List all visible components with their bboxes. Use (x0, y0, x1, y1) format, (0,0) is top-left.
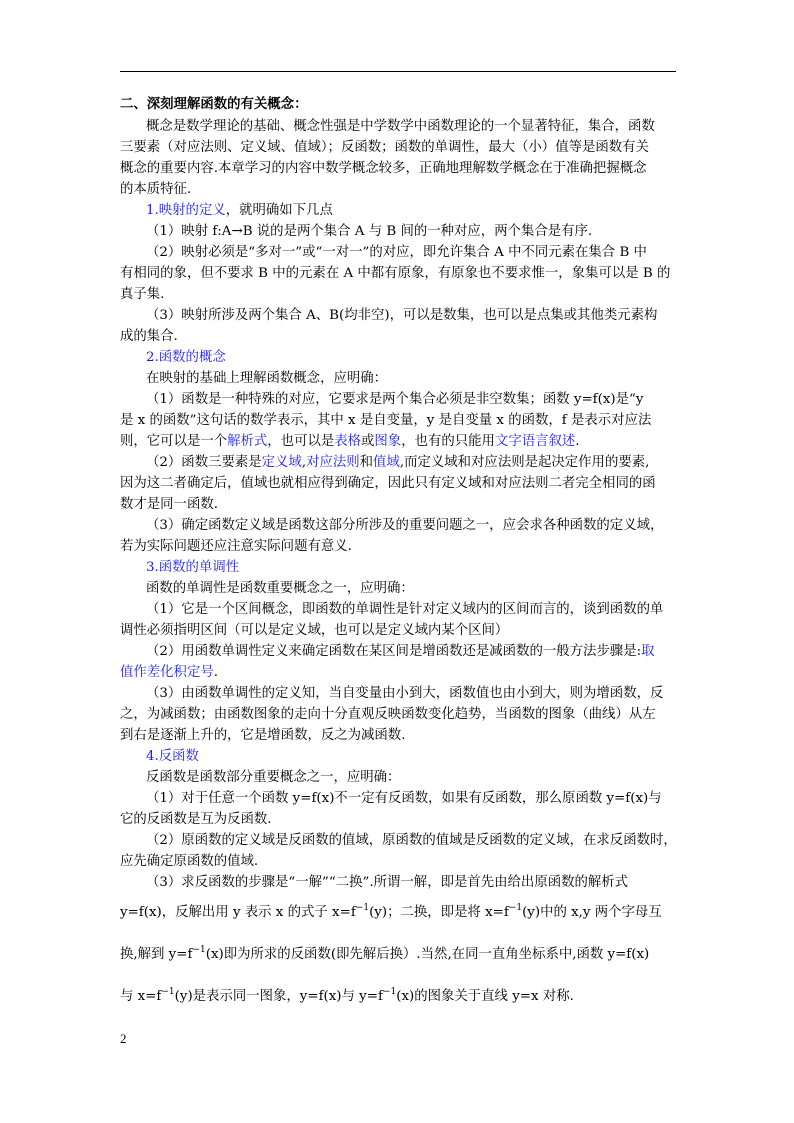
link-range[interactable]: 值域 (373, 455, 400, 470)
intro-line: 概念是数学理论的基础、概念性强是中学数学中函数理论的一个显著特征，集合，函数 (146, 119, 655, 134)
paragraph-line: 调性必须指明区间（可以是定义域，也可以是定义域内某个区间） (120, 623, 509, 638)
formula-line: y=f(x)，反解出用 y 表示 x 的式子 $x=f^{-1}(y)$；二换，即是将 $x=f^{-1}(y)$中的 x,y 两个字母互 (120, 903, 662, 920)
header-rule (120, 71, 676, 72)
paragraph-line: 因为这二者确定后，值域也就相应得到确定，因此只有定义域和对应法则二者完全相同的函 (120, 476, 656, 491)
paragraph-line: 若为实际问题还应注意实际问题有意义. (120, 539, 352, 554)
link-method-steps-cont[interactable]: 值作差化积定号 (120, 665, 214, 680)
paragraph-line: （3）求反函数的步骤是“一解”“二换”.所谓一解，即是首先由给出原函数的解析式 (146, 875, 629, 890)
paragraph-line: 反函数是函数部分重要概念之一，应明确： (146, 770, 401, 785)
intro-line: 三要素（对应法则、定义域、值域）；反函数；函数的单调性，最大（小）值等是函数有关 (120, 140, 649, 155)
subsection-1-heading: 1.映射的定义，就明确如下几点 (146, 203, 333, 218)
paragraph-line: 有相同的象，但不要求 B 中的元素在 A 中都有原象，有原象也不要求惟一，象集可以是 B 的 (120, 266, 671, 281)
intro-line: 的本质特征. (120, 182, 192, 197)
paragraph-line: （3）映射所涉及两个集合 A、B(均非空)，可以是数集，也可以是点集或其他类元素构 (146, 308, 658, 323)
intro-line: 概念的重要内容.本章学习的内容中数学概念较多，正确地理解数学概念在于准确把握概念 (120, 161, 647, 176)
subsection-2-title-link[interactable]: 2.函数的概念 (146, 350, 226, 365)
paragraph-line: 函数的单调性是函数重要概念之一，应明确： (146, 581, 414, 596)
section-heading: 二、深刻理解函数的有关概念： (120, 96, 308, 112)
link-analytic-expression[interactable]: 解析式 (227, 434, 268, 449)
subsection-1-title-link[interactable]: 1.映射的定义 (146, 203, 226, 218)
link-verbal-description[interactable]: 文字语言叙述 (494, 434, 576, 449)
paragraph-line: （1）函数是一种特殊的对应，它要求是两个集合必须是非空数集；函数 y=f(x)是“y (146, 392, 644, 407)
subsection-3-title-link[interactable]: 3.函数的单调性 (146, 560, 240, 575)
paragraph-line: 在映射的基础上理解函数概念，应明确： (146, 371, 388, 386)
paragraph-line: （3）由函数单调性的定义知，当自变量由小到大，函数值也由小到大，则为增函数，反 (146, 686, 664, 701)
paragraph-line: （2）原函数的定义域是反函数的值域，原函数的值域是反函数的定义域，在求反函数时， (146, 833, 677, 848)
formula-line: 与 $x=f^{-1}(y)$是表示同一图象，y=f(x)与 $y=f^{-1}(x)$的图象关于直线 y=x 对称. (120, 987, 574, 1004)
paragraph-line: 数才是同一函数. (120, 497, 218, 512)
formula-line: 换,解到 $y=f^{-1}(x)$即为所求的反函数(即先解后换）.当然,在同一直角坐标系中,函数 y=f(x) (120, 945, 650, 962)
paragraph-line: （2）映射必须是“多对一”或“一对一”的对应，即允许集合 A 中不同元素在集合 B 中 (146, 245, 647, 260)
link-method-steps[interactable]: 取 (641, 644, 655, 659)
subsection-4-title-link[interactable]: 4.反函数 (146, 749, 199, 764)
paragraph-line: 值作差化积定号. (120, 665, 218, 680)
paragraph-line: 则，它可以是一个解析式，也可以是表格或图象，也有的只能用文字语言叙述. (120, 434, 580, 449)
page-number: 2 (120, 1031, 127, 1046)
paragraph-line: （1）它是一个区间概念，即函数的单调性是针对定义域内的区间而言的，谈到函数的单 (146, 602, 664, 617)
paragraph-line: （1）对于任意一个函数 y=f(x)不一定有反函数，如果有反函数，那么原函数 y=f(x)与 (146, 791, 662, 806)
paragraph-line: 到右是逐渐上升的，它是增函数，反之为减函数. (120, 728, 406, 743)
paragraph-line: 应先确定原函数的值域. (120, 854, 259, 869)
paragraph-line: 之，为减函数；由函数图象的走向十分直观反映函数变化趋势，当函数的图象（曲线）从左 (120, 707, 656, 722)
link-graph[interactable]: 图象 (374, 434, 402, 449)
link-table[interactable]: 表格 (334, 434, 362, 449)
paragraph-line: （2）函数三要素是定义域,对应法则和值域,而定义域和对应法则是起决定作用的要素, (146, 455, 650, 470)
paragraph-line: 成的集合. (120, 329, 178, 344)
link-domain[interactable]: 定义域 (261, 455, 302, 470)
paragraph-line: （1）映射 f:A→B 说的是两个集合 A 与 B 间的一种对应，两个集合是有序. (146, 224, 593, 239)
paragraph-line: （3）确定函数定义域是函数这部分所涉及的重要问题之一，应会求各种函数的定义域， (146, 518, 664, 533)
paragraph-line: 真子集. (120, 287, 165, 302)
paragraph-line: （2）用函数单调性定义来确定函数在某区间是增函数还是减函数的一般方法步骤是:取 (146, 644, 655, 659)
paragraph-line: 它的反函数是互为反函数. (120, 812, 272, 827)
paragraph-line: 是 x 的函数”这句话的数学表示，其中 x 是自变量，y 是自变量 x 的函数，f 是表示对应法 (120, 413, 652, 428)
link-correspondence-rule[interactable]: 对应法则 (306, 455, 360, 470)
